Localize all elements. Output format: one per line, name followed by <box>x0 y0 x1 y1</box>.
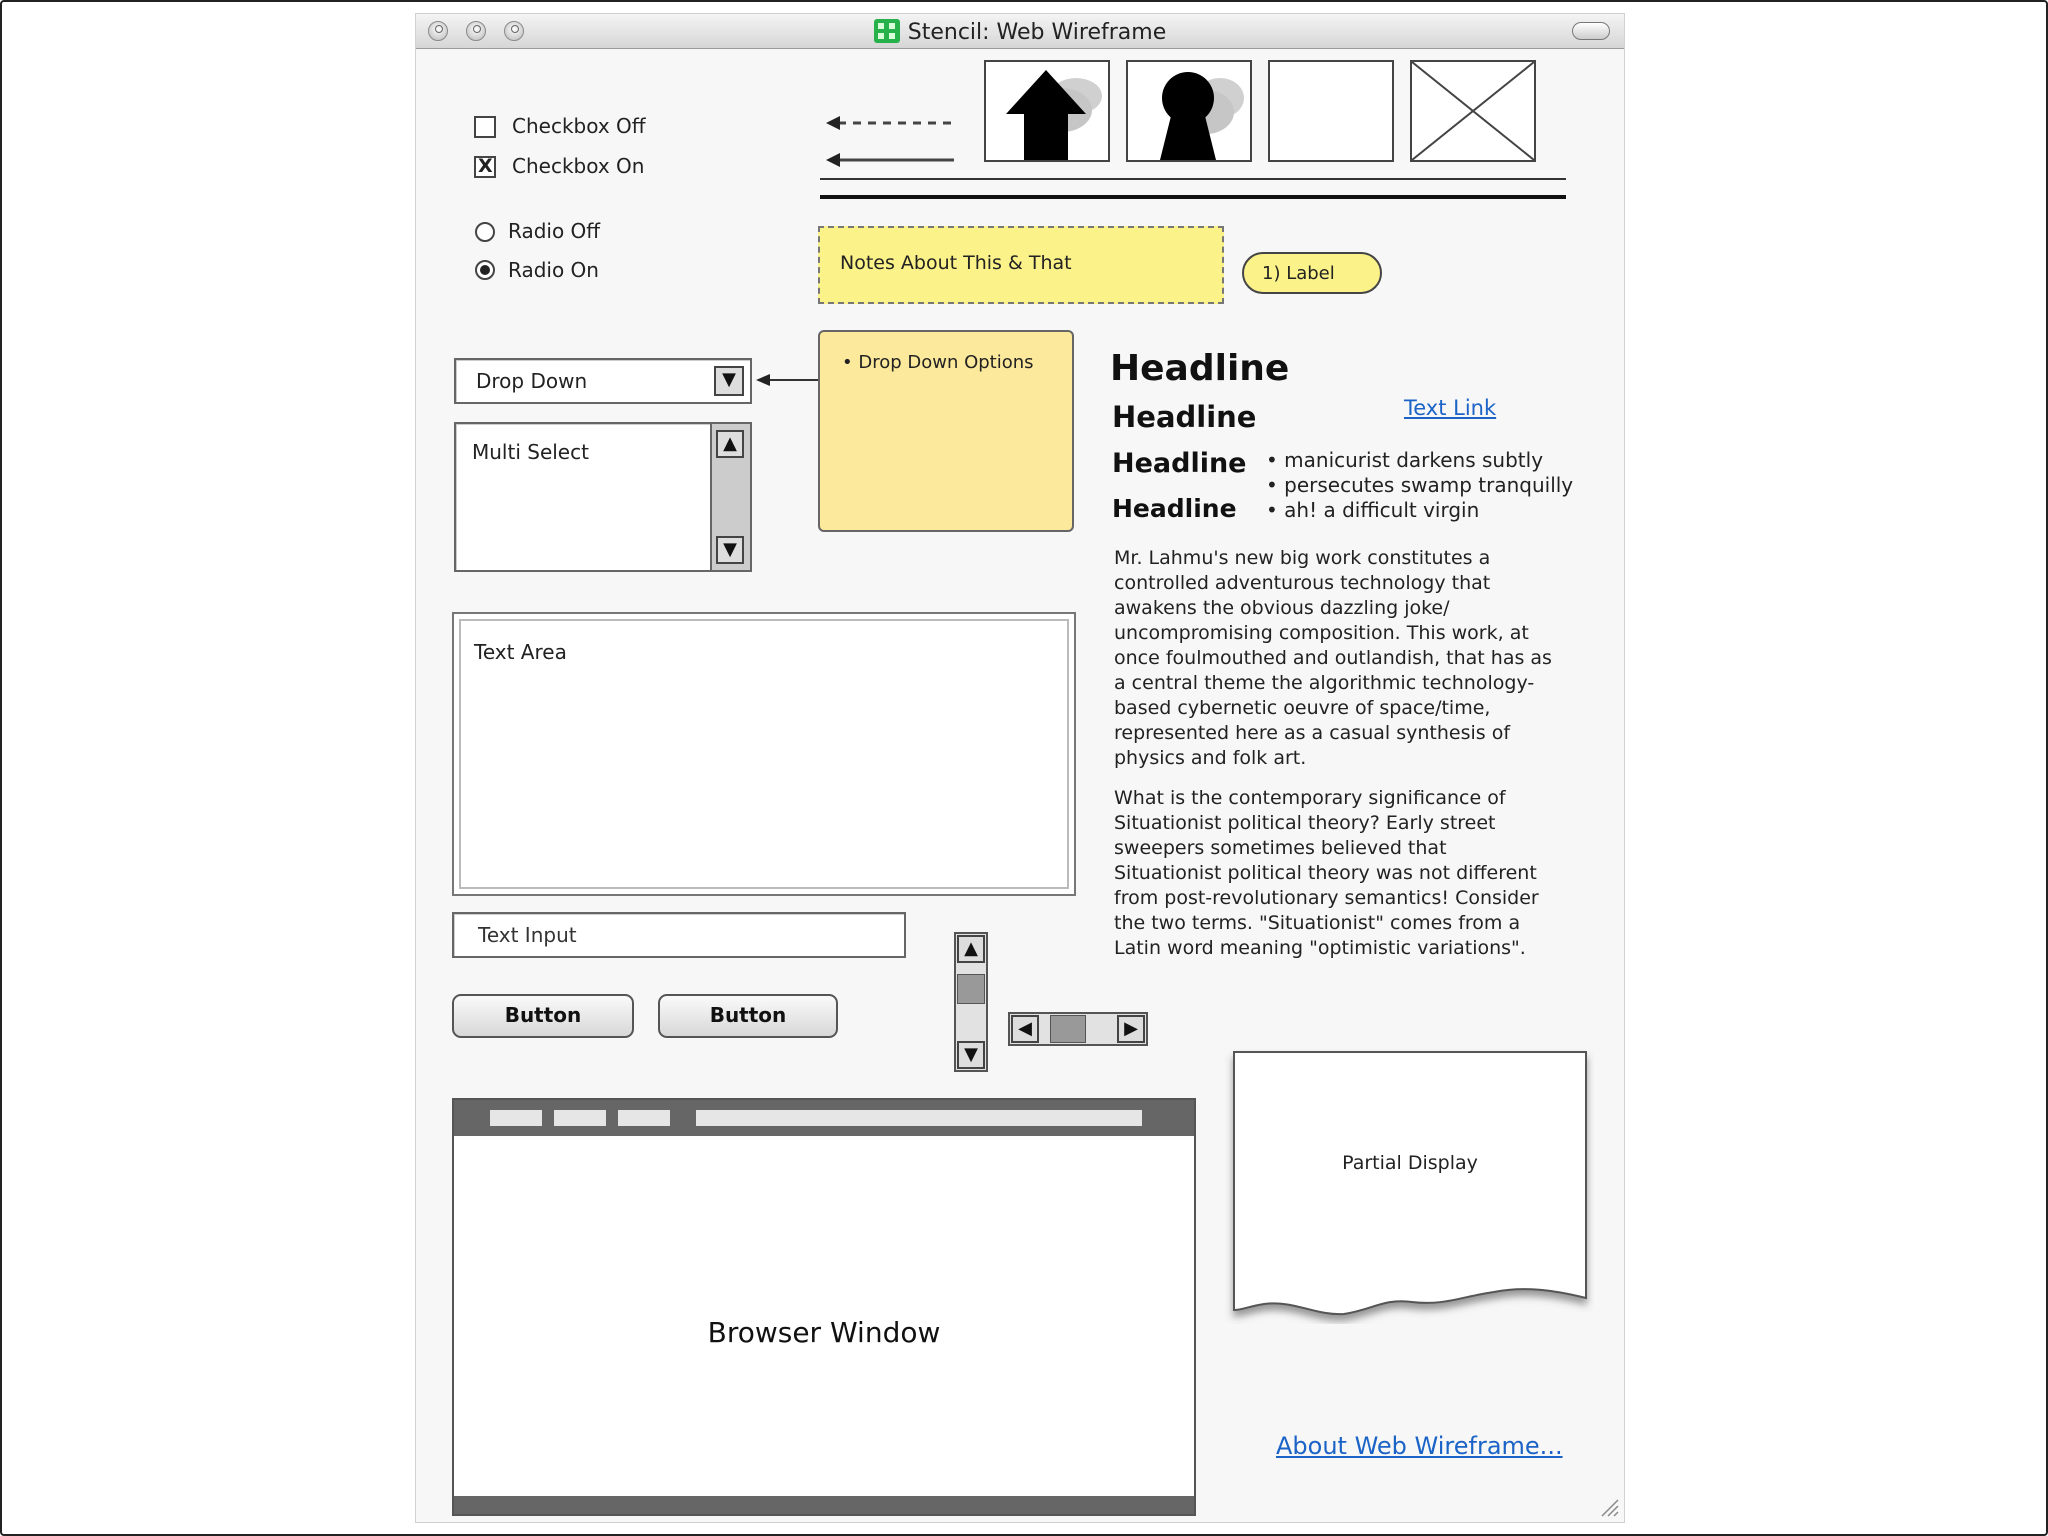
title-bar <box>416 14 1624 49</box>
window-title-area <box>416 19 1624 45</box>
image-placeholder-empty <box>1268 60 1394 162</box>
scroll-right-icon[interactable]: ▶ <box>1117 1015 1145 1043</box>
radio-off[interactable] <box>475 222 495 242</box>
body-paragraph-1: Mr. Lahmu's new big work constitutes a controlled adventurous technology that awakens the obvious dazzling joke/ uncompromising composition. This work, at once foulmouthed and outlandish, that has as a central theme the algorithmic technology-based cybernetic oeuvre of space/time, represented here as a casual synthesis of physics and folk art. <box>1114 547 1552 769</box>
text-input-placeholder: Text Input <box>478 923 577 947</box>
radio-on[interactable] <box>475 260 495 280</box>
headline-2: Headline <box>1112 400 1257 434</box>
text-area-placeholder: Text Area <box>474 640 567 664</box>
browser-toolbar <box>454 1100 1194 1136</box>
browser-nav-button[interactable] <box>618 1110 670 1126</box>
browser-window-label: Browser Window <box>707 1316 941 1349</box>
scrollbar-thumb[interactable] <box>1050 1015 1086 1043</box>
text-link[interactable]: Text Link <box>1404 396 1497 420</box>
stencil-window <box>416 14 1624 1522</box>
bullet-item: • persecutes swamp tranquilly <box>1266 473 1573 498</box>
browser-window <box>452 1098 1196 1516</box>
house-icon <box>986 62 1108 160</box>
placeholder-x-icon <box>1412 62 1534 160</box>
multi-select-scrollbar[interactable] <box>710 424 750 570</box>
note-box <box>818 226 1224 304</box>
horizontal-rule-thick <box>820 195 1566 199</box>
partial-display-label: Partial Display <box>1342 1152 1478 1174</box>
note-label: Notes About This & That <box>840 252 1072 274</box>
empty-image-icon <box>1270 62 1392 160</box>
keyhole-icon <box>1128 62 1250 160</box>
browser-status-bar <box>454 1496 1194 1514</box>
window-title: Stencil: Web Wireframe <box>907 20 1167 45</box>
partial-display <box>1224 1034 1594 1324</box>
scroll-up-icon[interactable]: ▲ <box>957 935 985 963</box>
text-input[interactable] <box>452 912 906 958</box>
dropdown-options-text: • Drop Down Options <box>842 352 1034 373</box>
chevron-down-icon[interactable]: ▼ <box>714 366 744 396</box>
resize-grip-icon[interactable] <box>1596 1494 1620 1518</box>
browser-nav-button[interactable] <box>554 1110 606 1126</box>
dashed-arrow-icon <box>826 116 954 130</box>
text-area[interactable] <box>452 612 1076 896</box>
scroll-down-icon[interactable]: ▼ <box>716 536 744 564</box>
checkbox-off[interactable] <box>474 116 496 138</box>
body-paragraph-2: What is the contemporary significance of Situationist political theory? Early street sweepers sometimes believed that Situationist political theory was not different from post-revolutionary semantics! Consider the two terms. "Situationist" comes from a Latin word meaning "optimistic variations". <box>1114 787 1539 959</box>
multi-select[interactable] <box>454 422 752 572</box>
dropdown-value: Drop Down <box>476 369 588 393</box>
scroll-left-icon[interactable]: ◀ <box>1011 1015 1039 1043</box>
checkbox-on-label: Checkbox On <box>512 154 645 178</box>
horizontal-rule-thin <box>820 178 1566 180</box>
toolbar-toggle-button[interactable] <box>1572 22 1610 40</box>
vertical-scrollbar[interactable] <box>954 932 988 1072</box>
scroll-down-icon[interactable]: ▼ <box>957 1041 985 1069</box>
image-placeholder-house <box>984 60 1110 162</box>
dropdown-options-note <box>818 330 1074 532</box>
headline-1: Headline <box>1110 348 1290 389</box>
callout-label <box>1242 252 1382 294</box>
headline-4: Headline <box>1112 494 1237 523</box>
horizontal-scrollbar[interactable] <box>1008 1012 1148 1046</box>
scrollbar-thumb[interactable] <box>957 974 985 1004</box>
checkbox-on[interactable] <box>474 156 496 178</box>
connector-arrows <box>824 106 964 176</box>
callout-label-text: 1) Label <box>1262 263 1335 284</box>
button-secondary[interactable]: Button <box>658 994 838 1038</box>
bullet-item: • ah! a difficult virgin <box>1266 498 1573 523</box>
dropdown[interactable] <box>454 358 752 404</box>
dropdown-connector <box>754 370 826 390</box>
about-link[interactable]: About Web Wireframe... <box>1276 1432 1563 1460</box>
headline-3: Headline <box>1112 448 1247 479</box>
image-placeholder-keyhole <box>1126 60 1252 162</box>
scroll-up-icon[interactable]: ▲ <box>716 430 744 458</box>
button-primary[interactable]: Button <box>452 994 634 1038</box>
radio-on-label: Radio On <box>508 258 599 282</box>
bullet-list <box>1266 448 1573 523</box>
multi-select-label: Multi Select <box>472 440 589 464</box>
image-placeholder-x <box>1410 60 1536 162</box>
bullet-item: • manicurist darkens subtly <box>1266 448 1573 473</box>
arrow-icon <box>826 153 954 167</box>
browser-address-bar[interactable] <box>696 1110 1142 1126</box>
stencil-icon <box>874 19 900 43</box>
browser-nav-button[interactable] <box>490 1110 542 1126</box>
checkbox-off-label: Checkbox Off <box>512 114 646 138</box>
radio-off-label: Radio Off <box>508 219 601 243</box>
